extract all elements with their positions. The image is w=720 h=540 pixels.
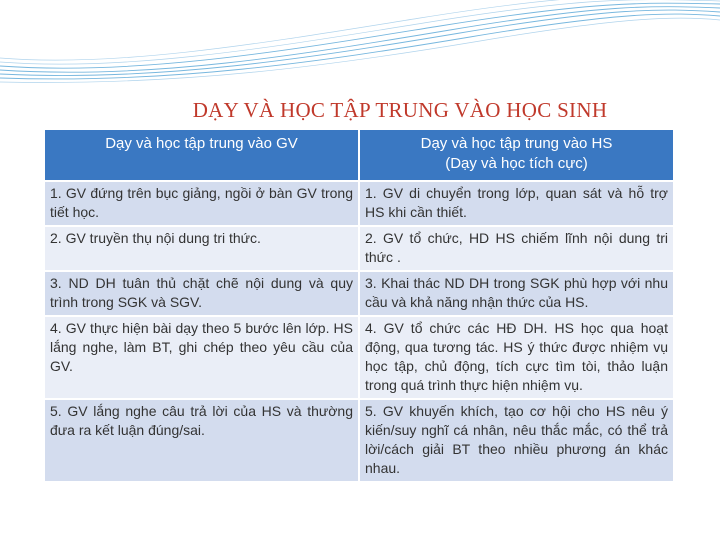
table-row: [45, 400, 673, 481]
cell-student: 2. GV tổ chức, HD HS chiếm lĩnh nội dung tri thức .: [360, 227, 673, 270]
cell-student: 1. GV di chuyển trong lớp, quan sát và hỗ trợ HS khi cần thiết.: [360, 182, 673, 225]
page-title: DẠY VÀ HỌC TẬP TRUNG VÀO HỌC SINH: [192, 98, 608, 122]
decorative-wave-lines: [0, 0, 720, 90]
cell-student: 3. Khai thác ND DH trong SGK phù hợp với nhu cầu và khả năng nhận thức của HS.: [360, 272, 673, 315]
table-row: [45, 182, 673, 225]
cell-student: 4. GV tổ chức các HĐ DH. HS học qua hoạt động, qua tương tác. HS ý thức được nhiệm vụ học tập, chủ động, tích cực tìm tòi, thảo luận trong quá trình thực hiện nhiệm vụ.: [360, 317, 673, 398]
cell-teacher: 3. ND DH tuân thủ chặt chẽ nội dung và quy trình trong SGK và SGV.: [45, 272, 358, 315]
header-teacher-centered: [45, 130, 358, 180]
cell-teacher: 4. GV thực hiện bài dạy theo 5 bước lên lớp. HS lắng nghe, làm BT, ghi chép theo yêu cầu của GV.: [45, 317, 358, 398]
comparison-table: [43, 128, 675, 483]
header-student-line2: (Dạy và học tích cực): [445, 155, 588, 172]
header-student-centered: [360, 130, 673, 180]
cell-teacher: 2. GV truyền thụ nội dung tri thức.: [45, 227, 358, 270]
header-student-line1: Dạy và học tập trung vào HS: [420, 135, 613, 152]
cell-teacher: 1. GV đứng trên bục giảng, ngồi ở bàn GV trong tiết học.: [45, 182, 358, 225]
header-teacher-line1: Dạy và học tập trung vào GV: [105, 135, 298, 152]
table-row: [45, 227, 673, 270]
table-row: [45, 317, 673, 398]
cell-student: 5. GV khuyến khích, tạo cơ hội cho HS nêu ý kiến/suy nghĩ cá nhân, nêu thắc mắc, có thể trả lời/cách giải BT theo nhiều phương án khác nhau.: [360, 400, 673, 481]
cell-teacher: 5. GV lắng nghe câu trả lời của HS và thường đưa ra kết luận đúng/sai.: [45, 400, 358, 481]
table-row: [45, 272, 673, 315]
table-header-row: [45, 130, 673, 180]
